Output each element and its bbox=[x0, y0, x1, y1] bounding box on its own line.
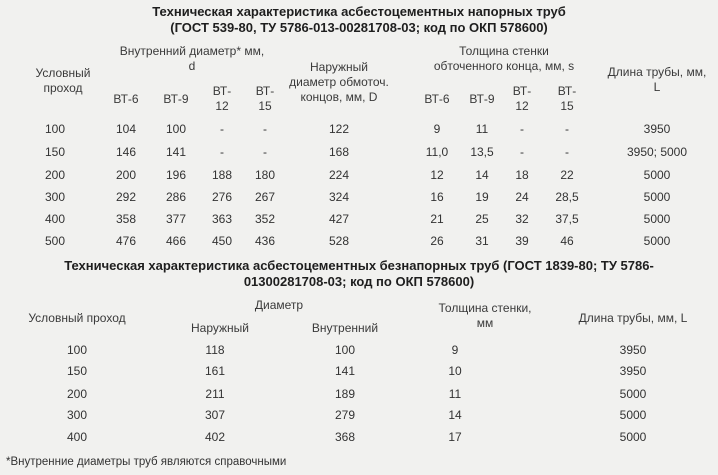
table-cell: 196 bbox=[165, 168, 187, 182]
table-cell: 5000 bbox=[619, 408, 647, 422]
header-inner-2: ВТ- bbox=[212, 84, 232, 98]
table-cell: 39 bbox=[515, 234, 529, 248]
table-cell: 100 bbox=[165, 122, 187, 136]
table-cell: 31 bbox=[475, 234, 489, 248]
table1-title-line2: (ГОСТ 539-80, ТУ 5786-013-00281708-03; код по ОКП 578600) bbox=[170, 20, 548, 35]
header-length: L bbox=[653, 80, 661, 94]
table-cell: 476 bbox=[115, 234, 137, 248]
table-cell: 200 bbox=[115, 168, 137, 182]
table-cell: 28,5 bbox=[555, 190, 579, 204]
table-cell: 5000 bbox=[643, 234, 671, 248]
table2-title-line1: Техническая характеристика асбестоцементных безнапорных труб (ГОСТ 1839-80; ТУ 5786- bbox=[64, 258, 654, 273]
header-wall-3: ВТ- bbox=[557, 84, 577, 98]
table-cell: 11 bbox=[475, 122, 489, 136]
table-cell: 150 bbox=[44, 145, 66, 159]
table-cell: 5000 bbox=[643, 190, 671, 204]
table-cell: 300 bbox=[44, 190, 66, 204]
table-cell: 168 bbox=[328, 145, 350, 159]
table-cell: 9 bbox=[451, 343, 459, 357]
table-cell: 352 bbox=[254, 212, 276, 226]
table-cell: 19 bbox=[475, 190, 489, 204]
header-nominal: проход bbox=[43, 81, 83, 95]
table-cell: - bbox=[220, 145, 224, 159]
header-inner-3: 15 bbox=[258, 99, 272, 113]
table-cell: 5000 bbox=[619, 430, 647, 444]
table-cell: 100 bbox=[44, 122, 66, 136]
table-cell: 436 bbox=[254, 234, 276, 248]
table-cell: 5000 bbox=[643, 168, 671, 182]
table-cell: 37,5 bbox=[555, 212, 579, 226]
table-cell: 377 bbox=[165, 212, 187, 226]
table-cell: 150 bbox=[66, 364, 88, 378]
table-cell: 14 bbox=[475, 168, 489, 182]
table-cell: 18 bbox=[515, 168, 529, 182]
header-inner: Внутренний bbox=[311, 321, 379, 335]
table-cell: 279 bbox=[334, 408, 356, 422]
table-cell: 450 bbox=[211, 234, 233, 248]
table-cell: 161 bbox=[204, 364, 226, 378]
table-cell: - bbox=[263, 122, 267, 136]
table-cell: 402 bbox=[204, 430, 226, 444]
table-cell: 22 bbox=[560, 168, 574, 182]
header-outer: Наружный bbox=[191, 321, 249, 335]
table-cell: 25 bbox=[475, 212, 489, 226]
table-cell: 292 bbox=[115, 190, 137, 204]
table-cell: 400 bbox=[44, 212, 66, 226]
table-cell: 3950; 5000 bbox=[626, 145, 688, 159]
table-cell: 3950 bbox=[619, 364, 647, 378]
table-cell: 267 bbox=[254, 190, 276, 204]
table-cell: 500 bbox=[44, 234, 66, 248]
table-cell: 358 bbox=[115, 212, 137, 226]
header-length: Длина трубы, мм, L bbox=[578, 311, 688, 325]
header-outer-diameter: Наружный bbox=[310, 60, 368, 74]
table-cell: 21 bbox=[430, 212, 444, 226]
header-wall-0: ВТ-6 bbox=[424, 92, 450, 106]
table-cell: 11,0 bbox=[425, 145, 449, 159]
table-cell: 188 bbox=[211, 168, 233, 182]
table-cell: 26 bbox=[430, 234, 444, 248]
table-cell: 224 bbox=[328, 168, 350, 182]
table-cell: 528 bbox=[328, 234, 350, 248]
table-cell: 3950 bbox=[643, 122, 671, 136]
table-cell: 200 bbox=[44, 168, 66, 182]
table-cell: 17 bbox=[448, 430, 462, 444]
table-cell: - bbox=[263, 145, 267, 159]
table-cell: 363 bbox=[211, 212, 233, 226]
header-outer-diameter: диаметр обмоточ. bbox=[289, 75, 389, 89]
table-cell: 118 bbox=[205, 343, 225, 357]
table-cell: 466 bbox=[165, 234, 187, 248]
table2-title-line2: 01300281708-03; код по ОКП 578600) bbox=[243, 274, 475, 289]
table-cell: 276 bbox=[211, 190, 233, 204]
table-cell: 3950 bbox=[619, 343, 647, 357]
table-cell: 100 bbox=[66, 343, 88, 357]
header-nominal: Условный проход bbox=[28, 311, 126, 325]
table-cell: 24 bbox=[515, 190, 529, 204]
table-cell: 307 bbox=[204, 408, 226, 422]
table1-title-line1: Техническая характеристика асбестоцементных напорных труб bbox=[152, 4, 566, 19]
table-cell: - bbox=[520, 145, 524, 159]
header-length: Длина трубы, мм, bbox=[607, 65, 707, 79]
table-cell: - bbox=[565, 145, 569, 159]
table-cell: 5000 bbox=[643, 212, 671, 226]
header-inner-diameter: Внутренний диаметр* мм, bbox=[119, 44, 265, 58]
table-cell: 141 bbox=[334, 364, 356, 378]
header-wall: Толщина стенки, bbox=[438, 301, 532, 315]
table-cell: 16 bbox=[430, 190, 444, 204]
header-inner-2: 12 bbox=[215, 99, 229, 113]
table-cell: 189 bbox=[334, 387, 356, 401]
header-inner-0: ВТ-6 bbox=[113, 92, 139, 106]
header-wall-1: ВТ-9 bbox=[469, 92, 495, 106]
table-cell: 14 bbox=[448, 408, 462, 422]
table-cell: 286 bbox=[165, 190, 187, 204]
table-cell: 11 bbox=[448, 387, 462, 401]
table-cell: 324 bbox=[328, 190, 350, 204]
table-cell: 13,5 bbox=[470, 145, 494, 159]
footnote: *Внутренние диаметры труб являются справочными bbox=[6, 456, 287, 468]
table-cell: 427 bbox=[328, 212, 350, 226]
header-inner-diameter: d bbox=[188, 59, 196, 73]
table-cell: - bbox=[565, 122, 569, 136]
table-cell: 104 bbox=[115, 122, 137, 136]
header-wall-2: 12 bbox=[515, 99, 529, 113]
header-wall-3: 15 bbox=[560, 99, 574, 113]
table-cell: 10 bbox=[448, 364, 462, 378]
table-cell: 122 bbox=[328, 122, 350, 136]
header-wall-2: ВТ- bbox=[512, 84, 532, 98]
table-cell: 211 bbox=[205, 387, 225, 401]
header-nominal: Условный bbox=[35, 66, 91, 80]
header-inner-1: ВТ-9 bbox=[163, 92, 189, 106]
table-cell: 200 bbox=[66, 387, 88, 401]
header-wall: мм bbox=[476, 316, 494, 330]
table-cell: 12 bbox=[430, 168, 444, 182]
table-cell: 180 bbox=[254, 168, 276, 182]
table-cell: 100 bbox=[334, 343, 356, 357]
table-cell: 146 bbox=[115, 145, 137, 159]
header-wall-thickness: Толщина стенки bbox=[459, 44, 549, 58]
header-outer-diameter: концов, мм, D bbox=[300, 90, 378, 104]
table-cell: 400 bbox=[66, 430, 88, 444]
table-cell: 5000 bbox=[619, 387, 647, 401]
table-cell: 141 bbox=[165, 145, 187, 159]
table-cell: - bbox=[220, 122, 224, 136]
table-cell: 32 bbox=[515, 212, 529, 226]
table-cell: 46 bbox=[560, 234, 574, 248]
table-cell: 300 bbox=[66, 408, 88, 422]
header-diameter: Диаметр bbox=[254, 298, 304, 312]
header-inner-3: ВТ- bbox=[255, 84, 275, 98]
table-cell: - bbox=[520, 122, 524, 136]
table-cell: 9 bbox=[433, 122, 441, 136]
table-cell: 368 bbox=[334, 430, 356, 444]
header-wall-thickness: обточенного конца, мм, s bbox=[433, 59, 575, 73]
